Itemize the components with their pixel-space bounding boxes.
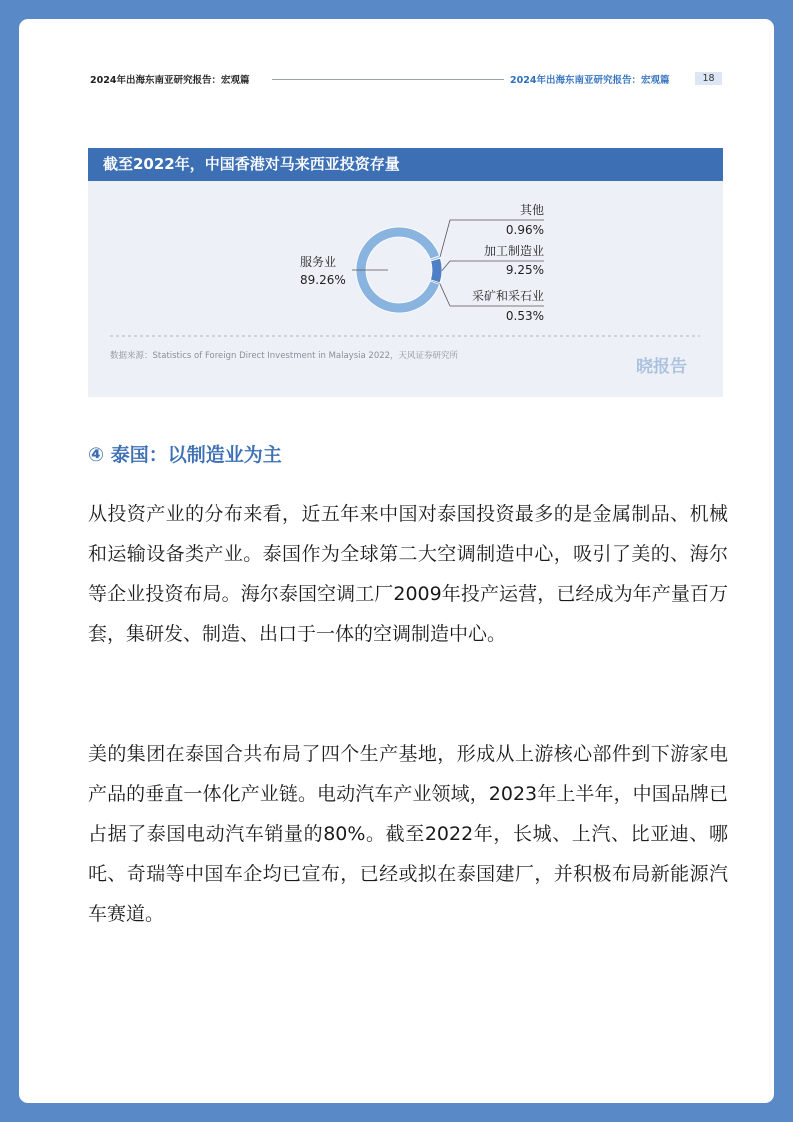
paragraph-1: 从投资产业的分布来看，近五年来中国对泰国投资最多的是金属制品、机械和运输设备类产业。泰国作为全球第二大空调制造中心，吸引了美的、海尔等企业投资布局。海尔泰国空调工厂2009年投产运营，已经成为年产量百万套，集研发、制造、出口于一体的空调制造中心。 [88, 503, 728, 645]
slice-label-3: 采矿和采石业 [471, 289, 544, 303]
figure-title: 截至2022年，中国香港对马来西亚投资存量 [88, 148, 723, 181]
section-heading: ④ 泰国：以制造业为主 [88, 444, 282, 466]
slice-value-0: 89.26% [300, 273, 346, 287]
slice-value-1: 0.96% [505, 223, 544, 237]
donut-slice-2 [430, 258, 442, 283]
slice-label-1: 其他 [519, 203, 544, 217]
paragraph-2: 美的集团在泰国合共布局了四个生产基地，形成从上游核心部件到下游家电产品的垂直一体化产业链。电动汽车产业领域，2023年上半年，中国品牌已占据了泰国电动汽车销量的80%。截至2022年，长城、上汽、比亚迪、哪吒、奇瑞等中国车企均已宣布，已经或拟在泰国建厂，并积极布局新能源汽车赛道。 [88, 743, 728, 925]
slice-value-3: 0.53% [505, 309, 544, 323]
figure-source: 数据来源：Statistics of Foreign Direct Investment in Malaysia 2022，天风证券研究所 [110, 351, 459, 361]
watermark-logo: 晓报告 [636, 357, 687, 377]
page-number: 18 [695, 72, 722, 85]
slice-label-2: 加工制造业 [483, 244, 544, 258]
header-divider [272, 79, 504, 80]
header-left-title: 2024年出海东南亚研究报告：宏观篇 [90, 75, 250, 86]
slice-label-0: 服务业 [300, 255, 337, 269]
slice-value-2: 9.25% [505, 263, 544, 277]
figure-box [88, 148, 723, 397]
header-right-title: 2024年出海东南亚研究报告：宏观篇 [510, 75, 670, 86]
